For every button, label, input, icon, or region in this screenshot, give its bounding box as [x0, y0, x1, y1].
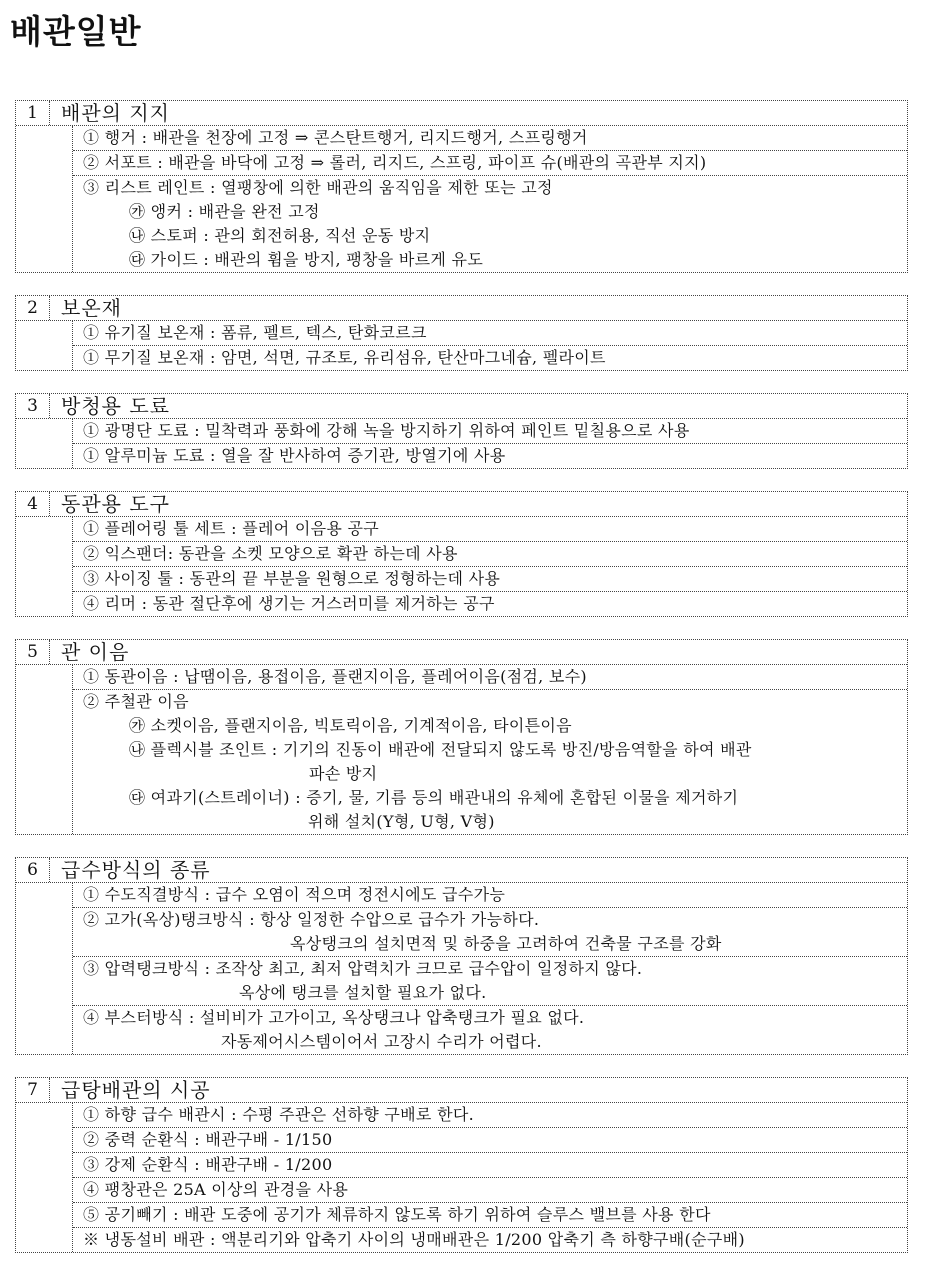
section-gutter: [16, 1103, 73, 1252]
section-3: [15, 393, 908, 469]
item-text: ① 행거 : 배관을 천장에 고정 ⇒ 콘스탄트행거, 리지드행거, 스프링행거: [83, 128, 588, 147]
item-text: ① 플레어링 툴 세트 : 플레어 이음용 공구: [83, 519, 380, 538]
item-text: ① 유기질 보온재 : 폼류, 펠트, 텍스, 탄화코르크: [83, 323, 427, 342]
list-item: [73, 957, 907, 1006]
section-title: 방청용 도료: [61, 394, 170, 418]
sections: [15, 100, 908, 1275]
section-header: [16, 101, 907, 126]
item-text: ④ 부스터방식 : 설비비가 고가이고, 옥상탱크나 압축탱크가 필요 없다.: [83, 1008, 585, 1027]
section-number: 5: [16, 640, 50, 664]
section-7: [15, 1077, 908, 1253]
item-continuation: 옥상탱크의 설치면적 및 하중을 고려하여 건축물 구조를 강화: [290, 934, 722, 953]
list-item: [73, 444, 907, 468]
sub-item-text: ㉰ 가이드 : 배관의 휨을 방지, 팽창을 바르게 유도: [129, 250, 484, 269]
item-text: ① 동관이음 : 납땜이음, 용접이음, 플랜지이음, 플레어이음(점검, 보수): [83, 667, 587, 686]
list-item: [73, 1203, 907, 1228]
section-number: 7: [16, 1078, 50, 1102]
section-title: 관 이음: [61, 640, 130, 664]
section-number: 6: [16, 858, 50, 882]
section-header: [16, 1078, 907, 1103]
section-gutter: [16, 883, 73, 1054]
section-gutter: [16, 321, 73, 370]
list-item: [73, 592, 907, 616]
sub-item-text: ㉯ 스토퍼 : 관의 회전허용, 직선 운동 방지: [129, 226, 431, 245]
item-text: ③ 압력탱크방식 : 조작상 최고, 최저 압력치가 크므로 급수압이 일정하지 않다.: [83, 959, 643, 978]
section-5: [15, 639, 908, 835]
sub-item-text: ㉮ 소켓이음, 플랜지이음, 빅토릭이음, 기계적이음, 타이튼이음: [129, 716, 572, 735]
section-title: 배관의 지지: [61, 101, 170, 125]
item-text: ※ 냉동설비 배관 : 액분리기와 압축기 사이의 냉매배관은 1/200 압축기 측 하향구배(순구배): [83, 1230, 745, 1249]
section-2: [15, 295, 908, 371]
list-item: [73, 517, 907, 542]
list-item: [73, 1006, 907, 1054]
list-item: [73, 1228, 907, 1252]
section-title: 급수방식의 종류: [61, 858, 211, 882]
sub-item-text: ㉯ 플렉시블 조인트 : 기기의 진동이 배관에 전달되지 않도록 방진/방음역할을 하여 배관: [129, 740, 752, 759]
list-item: [73, 151, 907, 176]
item-text: ② 익스팬더: 동관을 소켓 모양으로 확관 하는데 사용: [83, 544, 458, 563]
section-1: [15, 100, 908, 273]
list-item: [73, 908, 907, 957]
list-item: [73, 419, 907, 444]
section-number: 2: [16, 296, 50, 320]
item-text: ② 중력 순환식 : 배관구배 - 1/150: [83, 1130, 333, 1149]
item-text: ① 수도직결방식 : 급수 오염이 적으며 정전시에도 급수가능: [83, 885, 506, 904]
item-text: ③ 강제 순환식 : 배관구배 - 1/200: [83, 1155, 333, 1174]
list-item: [73, 1128, 907, 1153]
list-item: [73, 176, 907, 272]
section-title: 급탕배관의 시공: [61, 1078, 211, 1102]
item-text: ④ 팽창관은 25A 이상의 관경을 사용: [83, 1180, 349, 1199]
item-text: ⑤ 공기빼기 : 배관 도중에 공기가 체류하지 않도록 하기 위하여 슬루스 밸브를 사용 한다: [83, 1205, 711, 1224]
page-title: 배관일반: [10, 12, 142, 51]
list-item: [73, 346, 907, 370]
section-number: 1: [16, 101, 50, 125]
section-header: [16, 858, 907, 883]
section-number: 4: [16, 492, 50, 516]
section-header: [16, 640, 907, 665]
item-continuation: 옥상에 탱크를 설치할 필요가 없다.: [239, 983, 487, 1002]
list-item: [73, 1103, 907, 1128]
list-item: [73, 567, 907, 592]
list-item: [73, 1153, 907, 1178]
item-text: ② 고가(옥상)탱크방식 : 항상 일정한 수압으로 급수가 가능하다.: [83, 910, 540, 929]
item-text: ② 주철관 이음: [83, 692, 189, 711]
section-title: 보온재: [61, 296, 122, 320]
section-header: [16, 394, 907, 419]
sub-item-text: ㉰ 여과기(스트레이너) : 증기, 물, 기름 등의 배관내의 유체에 혼합된 이물을 제거하기: [129, 788, 739, 807]
section-4: [15, 491, 908, 617]
item-text: ③ 리스트 레인트 : 열팽창에 의한 배관의 움직임을 제한 또는 고정: [83, 178, 553, 197]
list-item: [73, 665, 907, 690]
section-header: [16, 492, 907, 517]
list-item: [73, 883, 907, 908]
section-number: 3: [16, 394, 50, 418]
section-gutter: [16, 665, 73, 834]
item-text: ② 서포트 : 배관을 바닥에 고정 ⇒ 롤러, 리지드, 스프링, 파이프 슈(배관의 곡관부 지지): [83, 153, 707, 172]
section-header: [16, 296, 907, 321]
section-title: 동관용 도구: [61, 492, 170, 516]
item-text: ③ 사이징 툴 : 동관의 끝 부분을 원형으로 정형하는데 사용: [83, 569, 501, 588]
sub-item-continuation: 위해 설치(Y형, U형, V형): [308, 812, 495, 831]
item-text: ① 알루미늄 도료 : 열을 잘 반사하여 증기관, 방열기에 사용: [83, 446, 506, 465]
list-item: [73, 690, 907, 834]
item-continuation: 자동제어시스템이어서 고장시 수리가 어렵다.: [221, 1032, 542, 1051]
section-gutter: [16, 517, 73, 616]
item-text: ④ 리머 : 동관 절단후에 생기는 거스러미를 제거하는 공구: [83, 594, 495, 613]
list-item: [73, 1178, 907, 1203]
item-text: ① 광명단 도료 : 밀착력과 풍화에 강해 녹을 방지하기 위하여 페인트 밑칠용으로 사용: [83, 421, 690, 440]
item-text: ① 무기질 보온재 : 암면, 석면, 규조토, 유리섬유, 탄산마그네슘, 펠라이트: [83, 348, 606, 367]
section-gutter: [16, 126, 73, 272]
list-item: [73, 321, 907, 346]
section-gutter: [16, 419, 73, 468]
sub-item-continuation: 파손 방지: [309, 764, 378, 783]
item-text: ① 하향 급수 배관시 : 수평 주관은 선하향 구배로 한다.: [83, 1105, 474, 1124]
sub-item-text: ㉮ 앵커 : 배관을 완전 고정: [129, 202, 320, 221]
section-6: [15, 857, 908, 1055]
list-item: [73, 126, 907, 151]
list-item: [73, 542, 907, 567]
